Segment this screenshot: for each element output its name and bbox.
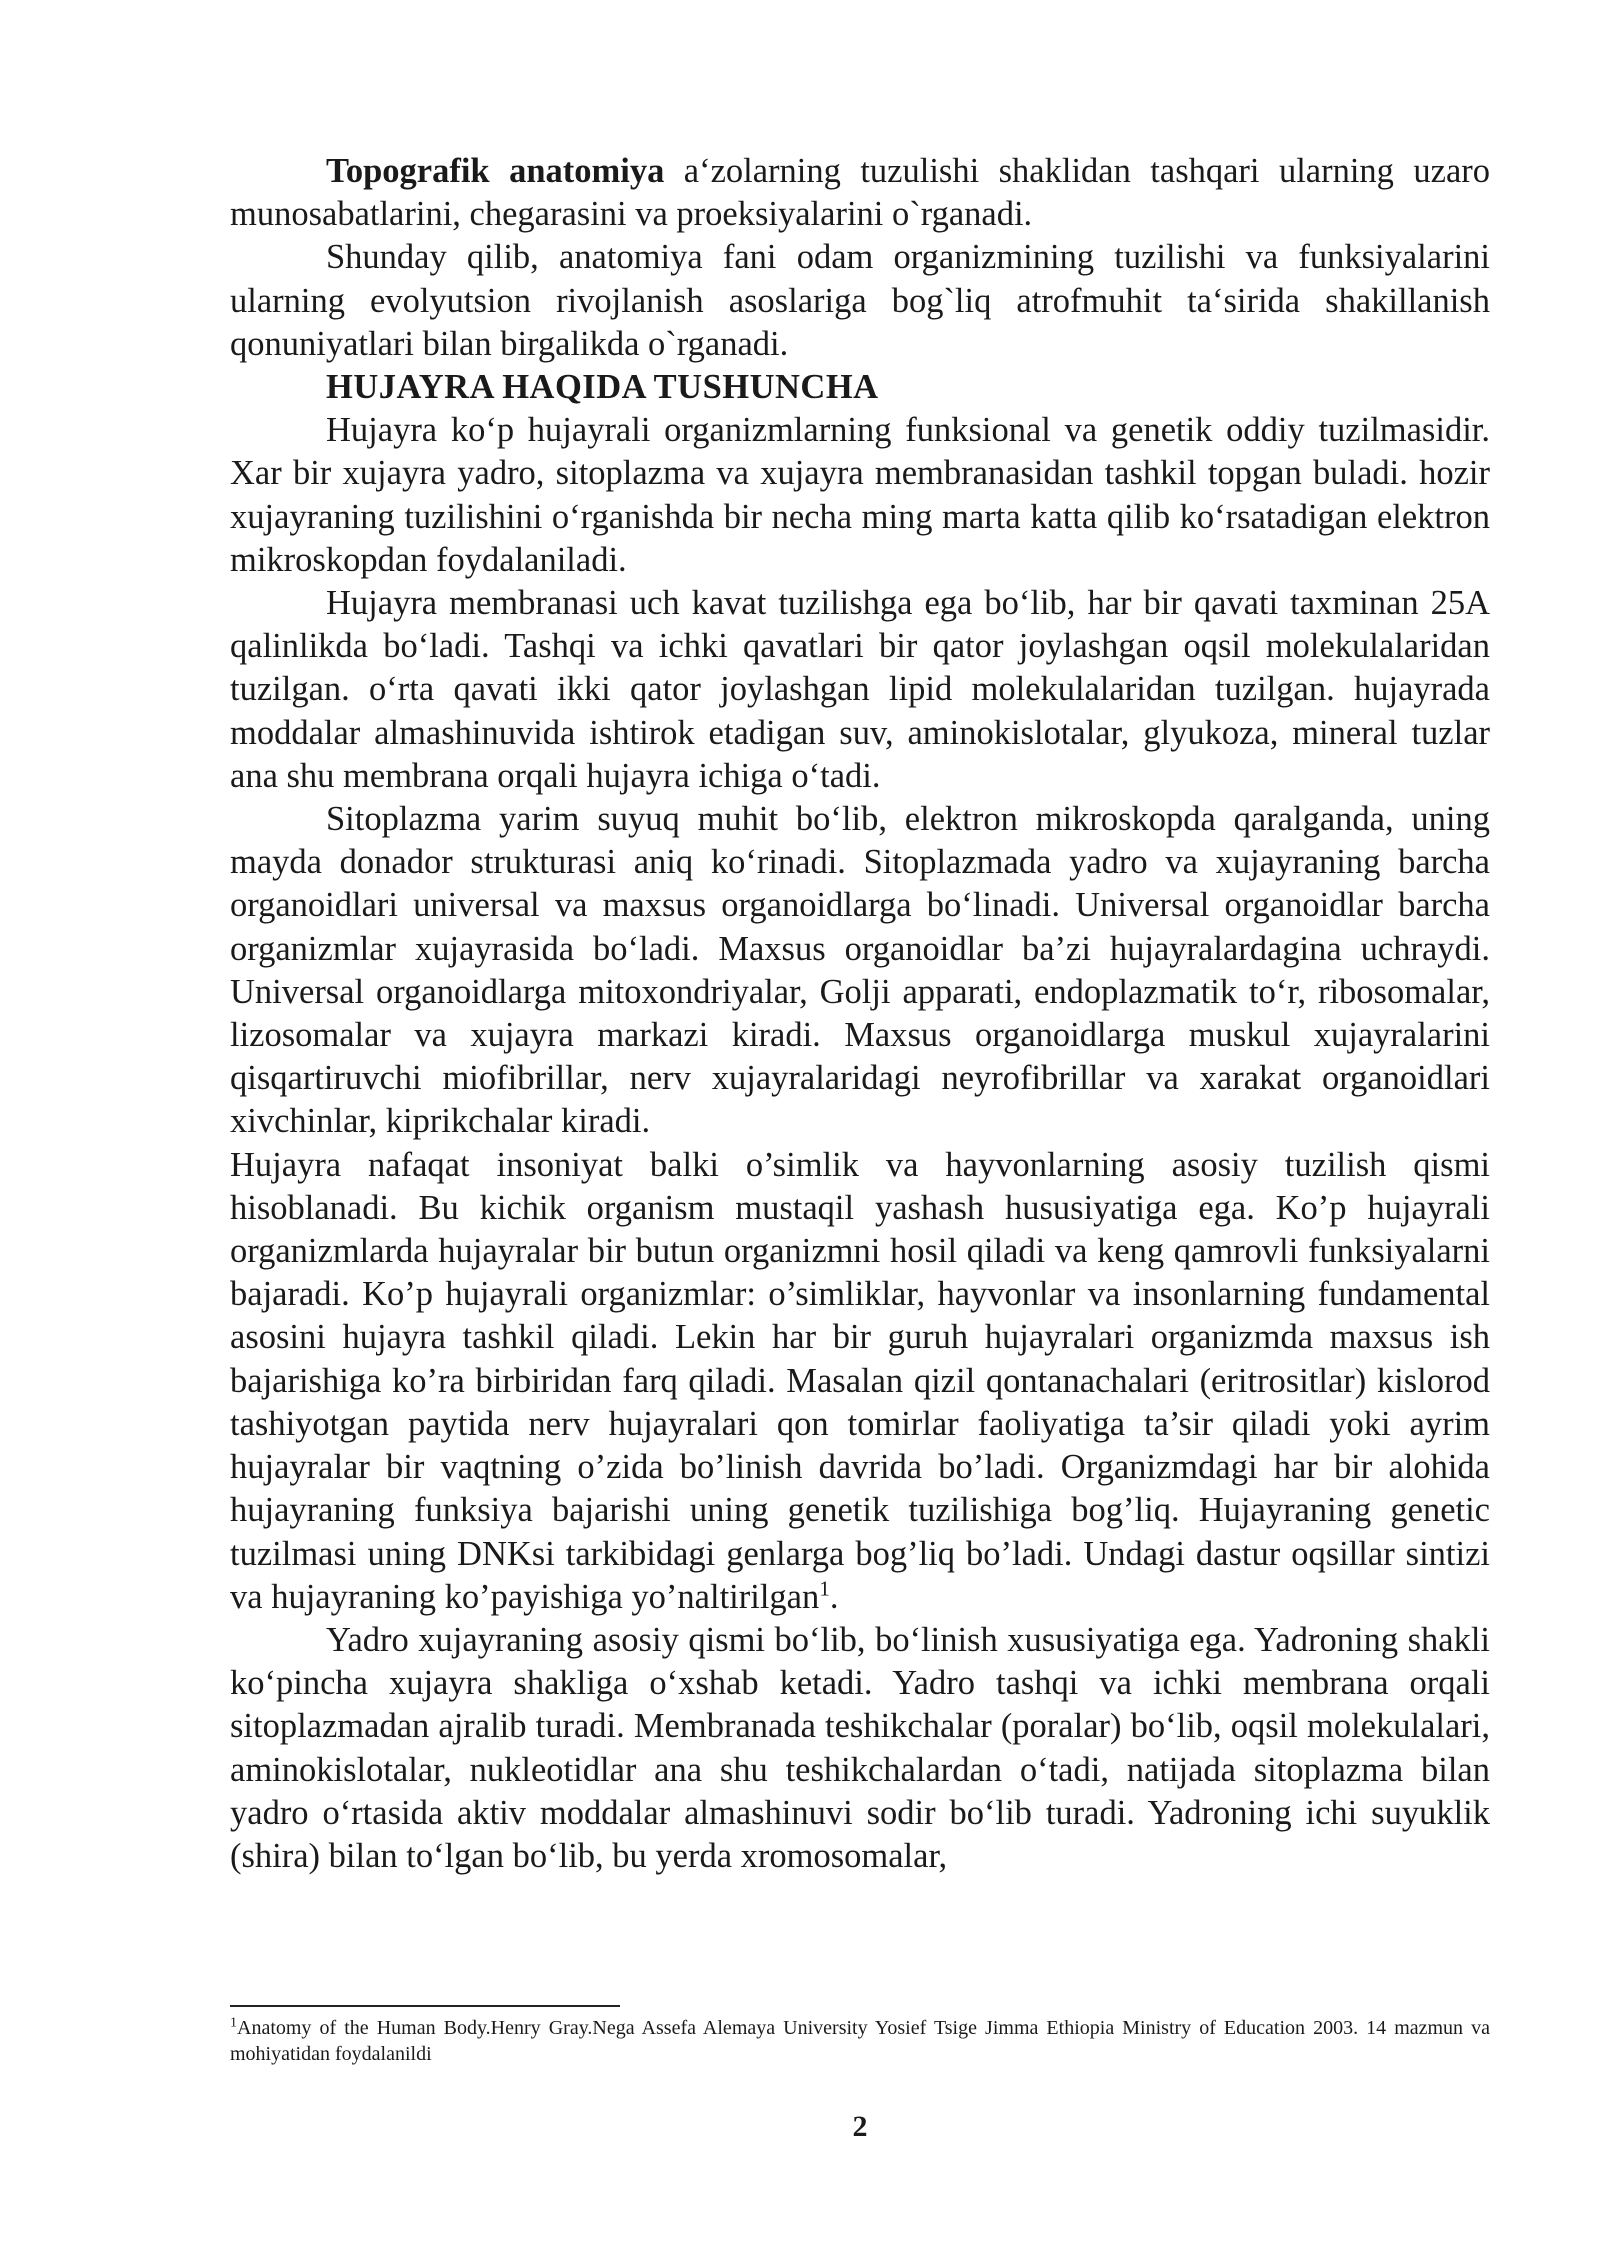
footnote-reference[interactable]: 1: [819, 1576, 830, 1601]
footnote-text: Anatomy of the Human Body.Henry Gray.Nega Assefa Alemaya University Yosief Tsige Jimma Ethiopia Ministry of Education 2003. 14 mazmun va mohiyatidan foydalanildi: [230, 2017, 1490, 2065]
page-number: 2: [852, 2110, 868, 2143]
footnote-mark: 1: [230, 2015, 237, 2031]
paragraph-cell-overview: [230, 1144, 1490, 1619]
paragraph-cell-membrane: Hujayra membranasi uch kavat tuzilishga ega bo‘lib, har bir qavati taxminan 25A qalinlikda bo‘ladi. Tashqi va ichki qavatlari bir qator joylashgan oqsil molekulalaridan tuzilgan. o‘rta qavati ikki qator joylashgan lipid molekulalaridan tuzilgan. hujayrada moddalar almashinuvida ishtirok etadigan suv, aminokislotalar, glyukoza, mineral tuzlar ana shu membrana orqali hujayra ichiga o‘tadi.: [230, 584, 1490, 795]
paragraph-cell-definition: Hujayra ko‘p hujayrali organizmlarning funksional va genetik oddiy tuzilmasidir. Xar bir xujayra yadro, sitoplazma va xujayra membranasidan tashkil topgan buladi. hozir xujayraning tuzilishini o‘rganishda bir necha ming marta katta qilib ko‘rsatadigan elektron mikroskopdan foydalaniladi.: [230, 411, 1490, 579]
footnote: [230, 2015, 1490, 2067]
term-topografik-anatomiya: Topografik anatomiya: [326, 152, 665, 190]
paragraph-cytoplasm: Sitoplazma yarim suyuq muhit bo‘lib, elektron mikroskopda qaralganda, uning mayda donador strukturasi aniq ko‘rinadi. Sitoplazmada yadro va xujayraning barcha organoidlari universal va maxsus organoidlarga bo‘linadi. Universal organoidlar barcha organizmlar xujayrasida bo‘ladi. Maxsus organoidlar ba’zi hujayralardagina uchraydi. Universal organoidlarga mitoxondriyalar, Golji apparati, endoplazmatik to‘r, ribosomalar, lizosomalar va xujayra markazi kiradi. Maxsus organoidlarga muskul xujayralarini qisqartiruvchi miofibrillar, nerv xujayralaridagi neyrofibrillar va xarakat organoidlari xivchinlar, kiprikchalar kiradi.: [230, 800, 1490, 1141]
paragraph-text: a‘zolarning tuzulishi shaklidan tashqari ularning uzaro munosabatlarini, chegarasini va proeksiyalarini o`rganadi.: [230, 152, 1491, 234]
paragraph-topographic-anatomy: [230, 150, 1490, 236]
footnote-separator: [230, 2005, 620, 2007]
paragraph-nucleus: Yadro xujayraning asosiy qismi bo‘lib, bo‘linish xususiyatiga ega. Yadroning shakli ko‘pincha xujayra shakliga o‘xshab ketadi. Yadro tashqi va ichki membrana orqali sitoplazmadan ajralib turadi. Membranada teshikchalar (poralar) bo‘lib, oqsil molekulalari, aminokislotalar, nukleotidlar ana shu teshikchalardan o‘tadi, natijada sitoplazma bilan yadro o‘rtasida aktiv moddalar almashinuvi sodir bo‘lib turadi. Yadroning ichi suyuklik (shira) bilan to‘lgan bo‘lib, bu yerda xromosomalar,: [230, 1620, 1490, 1875]
page-body: [230, 150, 1490, 1878]
paragraph-summary: Shunday qilib, anatomiya fani odam organizmining tuzilishi va funksiyalarini ularning evolyutsion rivojlanish asoslariga bog`liq atrofmuhit ta‘sirida shakillanish qonuniyatlari bilan birgalikda o`rganadi.: [230, 238, 1490, 363]
paragraph-end: .: [829, 1577, 839, 1616]
section-heading: HUJAYRA HAQIDA TUSHUNCHA: [326, 368, 879, 407]
paragraph-text: Hujayra nafaqat insoniyat balki o’simlik va hayvonlarning asosiy tuzilish qismi hisoblanadi. Bu kichik organism mustaqil yashash hususiyatiga ega. Ko’p hujayrali organizmlarda hujayralar bir butun organizmni hosil qiladi va keng qamrovli funksiyalarni bajaradi. Ko’p hujayrali organizmlar: o’simliklar, hayvonlar va insonlarning fundamental asosini hujayra tashkil qiladi. Lekin har bir guruh hujayralari organizmda maxsus ish bajarishiga ko’ra birbiridan farq qiladi. Masalan qizil qontanachalari (eritrositlar) kislorod tashiyotgan paytida nerv hujayralari qon tomirlar faoliyatiga ta’sir qiladi yoki ayrim hujayralar bir vaqtning o’zida bo’linish davrida bo’ladi. Organizmdagi har bir alohida hujayraning funksiya bajarishi uning genetik tuzilishiga bog’liq. Hujayraning genetic tuzilmasi uning DNKsi tarkibidagi genlarga bog’liq bo’ladi. Undagi dastur oqsillar sintizi va hujayraning ko’payishiga yo’naltirilgan: [230, 1145, 1490, 1616]
